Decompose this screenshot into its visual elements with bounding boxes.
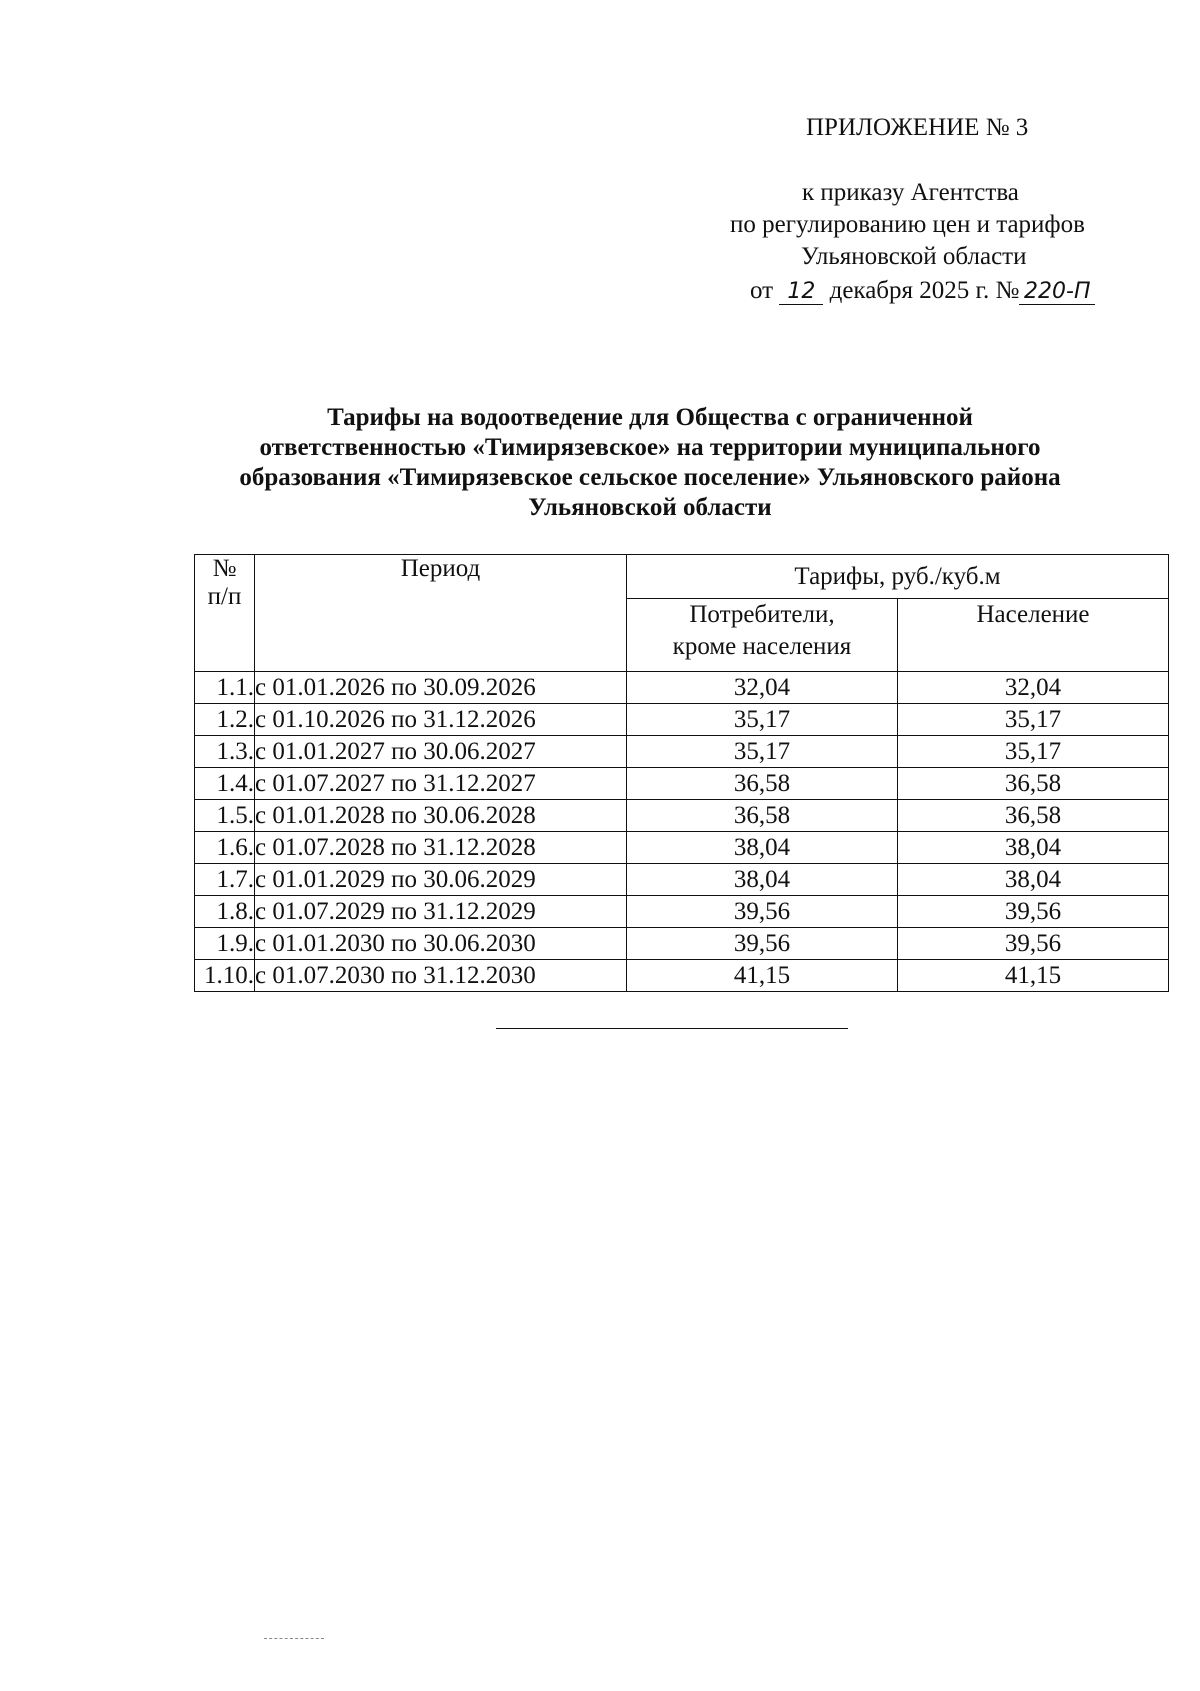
row-period: с 01.01.2029 по 30.06.2029 (255, 864, 627, 896)
row-consumers-tariff: 32,04 (627, 672, 898, 704)
document-title (150, 403, 1150, 523)
row-consumers-tariff: 35,17 (627, 704, 898, 736)
title-line-3: образования «Тимирязевское сельское поселение» Ульяновского района (239, 464, 1061, 491)
row-period: с 01.07.2028 по 31.12.2028 (255, 832, 627, 864)
row-period: с 01.07.2030 по 31.12.2030 (255, 960, 627, 992)
table-row (195, 768, 1169, 800)
row-period: с 01.01.2026 по 30.09.2026 (255, 672, 627, 704)
row-population-tariff: 35,17 (898, 736, 1169, 768)
table-row (195, 800, 1169, 832)
title-line-1: Тарифы на водоотведение для Общества с ограниченной (327, 404, 973, 431)
row-consumers-tariff: 38,04 (627, 864, 898, 896)
row-period: с 01.01.2030 по 30.06.2030 (255, 928, 627, 960)
row-population-tariff: 36,58 (898, 800, 1169, 832)
title-line-2: ответственностью «Тимирязевское» на территории муниципального (259, 434, 1041, 461)
table-row (195, 672, 1169, 704)
header-consumers: Потребители, кроме населения (627, 599, 898, 672)
agency-name-line: по регулированию цен и тарифов (730, 211, 1085, 238)
row-number: 1.3. (195, 736, 255, 768)
row-period: с 01.07.2027 по 31.12.2027 (255, 768, 627, 800)
row-consumers-tariff: 36,58 (627, 768, 898, 800)
row-population-tariff: 39,56 (898, 928, 1169, 960)
row-population-tariff: 41,15 (898, 960, 1169, 992)
table-row (195, 896, 1169, 928)
row-population-tariff: 38,04 (898, 832, 1169, 864)
row-population-tariff: 36,58 (898, 768, 1169, 800)
row-consumers-tariff: 39,56 (627, 928, 898, 960)
title-line-4: Ульяновской области (528, 494, 772, 521)
row-population-tariff: 39,56 (898, 896, 1169, 928)
row-period: с 01.01.2027 по 30.06.2027 (255, 736, 627, 768)
row-period: с 01.01.2028 по 30.06.2028 (255, 800, 627, 832)
row-number: 1.4. (195, 768, 255, 800)
date-prefix: от (750, 277, 774, 304)
appendix-title: ПРИЛОЖЕНИЕ № 3 (806, 114, 1029, 141)
header-population: Население (898, 599, 1169, 672)
header-period: Период (255, 555, 627, 672)
scan-artifact (264, 1638, 324, 1639)
row-number: 1.6. (195, 832, 255, 864)
handwritten-order-number: 220-П (1019, 280, 1095, 305)
header-tariffs: Тарифы, руб./куб.м (627, 555, 1169, 599)
end-separator-line (496, 1028, 848, 1029)
header-number: № п/п (195, 555, 255, 672)
table-row (195, 960, 1169, 992)
table-row (195, 704, 1169, 736)
row-consumers-tariff: 41,15 (627, 960, 898, 992)
table-row (195, 864, 1169, 896)
row-consumers-tariff: 39,56 (627, 896, 898, 928)
row-period: с 01.10.2026 по 31.12.2026 (255, 704, 627, 736)
row-population-tariff: 38,04 (898, 864, 1169, 896)
tariffs-table (194, 554, 1169, 992)
table-row (195, 832, 1169, 864)
row-number: 1.1. (195, 672, 255, 704)
table-row (195, 928, 1169, 960)
row-number: 1.5. (195, 800, 255, 832)
date-middle: декабря 2025 г. № (829, 277, 1020, 304)
row-population-tariff: 35,17 (898, 704, 1169, 736)
row-number: 1.8. (195, 896, 255, 928)
row-number: 1.10. (195, 960, 255, 992)
handwritten-day: 12 (779, 280, 823, 305)
row-consumers-tariff: 35,17 (627, 736, 898, 768)
row-number: 1.7. (195, 864, 255, 896)
row-period: с 01.07.2029 по 31.12.2029 (255, 896, 627, 928)
order-reference-line: к приказу Агентства (802, 179, 1019, 206)
row-consumers-tariff: 38,04 (627, 832, 898, 864)
row-population-tariff: 32,04 (898, 672, 1169, 704)
region-line: Ульяновской области (801, 243, 1027, 270)
table-row (195, 736, 1169, 768)
row-number: 1.2. (195, 704, 255, 736)
row-number: 1.9. (195, 928, 255, 960)
row-consumers-tariff: 36,58 (627, 800, 898, 832)
order-date-line (750, 275, 1095, 307)
table-header-row (195, 555, 1169, 599)
